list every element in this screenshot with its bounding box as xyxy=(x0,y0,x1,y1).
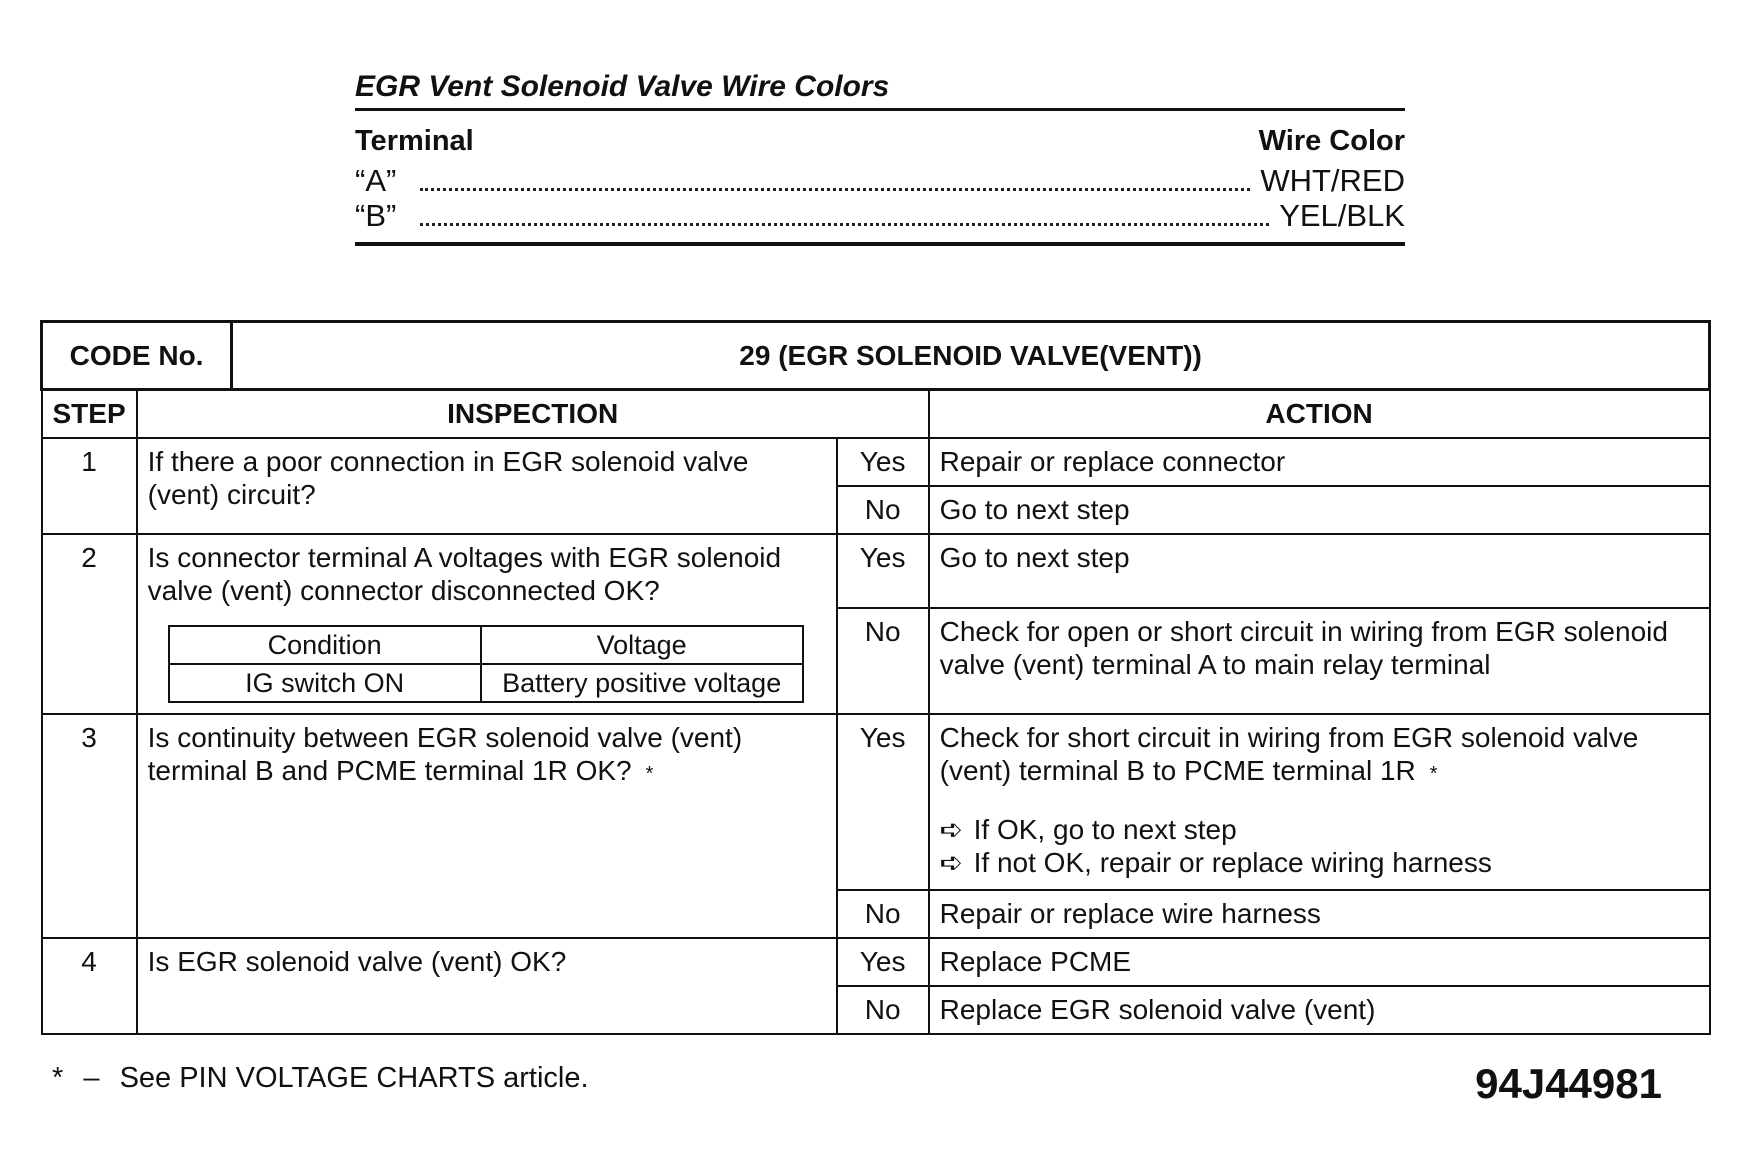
wire-row-a xyxy=(355,164,1405,199)
arrow-right-icon: ➪ xyxy=(939,846,964,878)
inspection-cell xyxy=(137,714,837,938)
wire-colors-box xyxy=(355,70,1405,246)
no-label: No xyxy=(837,486,929,534)
leader-dots xyxy=(420,222,1269,226)
yes-action: Replace PCME xyxy=(929,938,1710,986)
yes-action: Repair or replace connector xyxy=(929,438,1710,486)
terminal-header: Terminal xyxy=(355,125,474,157)
no-action: Check for open or short circuit in wiring from EGR solenoid valve (vent) terminal A to main relay terminal xyxy=(929,608,1710,714)
inspection-header: INSPECTION xyxy=(137,390,929,438)
wire-row-b xyxy=(355,199,1405,234)
if-ok-text: If OK, go to next step xyxy=(973,813,1237,845)
step-header: STEP xyxy=(42,390,137,438)
step-number: 4 xyxy=(42,938,137,1034)
wire-colors-header xyxy=(355,125,1405,158)
inspection-text: If there a poor connection in EGR solenoid valve (vent) circuit? xyxy=(137,438,837,534)
footnote xyxy=(52,1062,589,1095)
terminal-a: “A” xyxy=(355,163,397,198)
yes-label: Yes xyxy=(837,714,929,890)
if-not-ok-text: If not OK, repair or replace wiring harness xyxy=(973,846,1492,878)
wire-color-a: WHT/RED xyxy=(1260,163,1405,198)
yes-action-cell xyxy=(929,714,1710,890)
condition-header: Condition xyxy=(169,626,481,664)
footnote-star: * xyxy=(1429,762,1438,785)
no-action: Replace EGR solenoid valve (vent) xyxy=(929,986,1710,1034)
code-value: 29 (EGR SOLENOID VALVE(VENT)) xyxy=(232,322,1710,390)
inspection-cell xyxy=(137,534,837,714)
no-label: No xyxy=(837,986,929,1034)
yes-label: Yes xyxy=(837,438,929,486)
yes-action: Check for short circuit in wiring from EGR solenoid valve (vent) terminal B to PCME terminal 1R xyxy=(939,721,1639,786)
arrow-right-icon: ➪ xyxy=(939,813,964,845)
voltage-value: Battery positive voltage xyxy=(481,664,803,702)
condition-table xyxy=(168,625,804,703)
no-label: No xyxy=(837,608,929,714)
yes-action: Go to next step xyxy=(929,534,1710,608)
diagnostic-table xyxy=(40,320,1711,1035)
leader-dots xyxy=(420,187,1250,191)
no-action: Repair or replace wire harness xyxy=(929,890,1710,938)
wire-colors-title: EGR Vent Solenoid Valve Wire Colors xyxy=(355,70,1405,111)
condition-value: IG switch ON xyxy=(169,664,481,702)
step-number: 1 xyxy=(42,438,137,534)
footnote-dash: – xyxy=(83,1062,100,1094)
action-header: ACTION xyxy=(929,390,1710,438)
no-label: No xyxy=(837,890,929,938)
step-number: 3 xyxy=(42,714,137,938)
code-label: CODE No. xyxy=(42,322,232,390)
wire-color-b: YEL/BLK xyxy=(1279,198,1405,233)
inspection-text: Is continuity between EGR solenoid valve (vent) terminal B and PCME terminal 1R OK? xyxy=(147,721,743,786)
wire-colors-rule xyxy=(355,242,1405,246)
footnote-text: See PIN VOLTAGE CHARTS article. xyxy=(119,1062,589,1094)
footnote-star: * xyxy=(645,762,654,785)
voltage-header: Voltage xyxy=(481,626,803,664)
no-action: Go to next step xyxy=(929,486,1710,534)
wire-color-header: Wire Color xyxy=(1258,125,1405,157)
inspection-text: Is connector terminal A voltages with EGR solenoid valve (vent) connector disconnected OK? xyxy=(147,541,782,606)
yes-label: Yes xyxy=(837,534,929,608)
figure-number: 94J44981 xyxy=(1475,1060,1662,1107)
yes-label: Yes xyxy=(837,938,929,986)
inspection-text: Is EGR solenoid valve (vent) OK? xyxy=(137,938,837,1034)
footnote-star: * xyxy=(52,1062,64,1094)
step-number: 2 xyxy=(42,534,137,714)
terminal-b: “B” xyxy=(355,198,397,233)
